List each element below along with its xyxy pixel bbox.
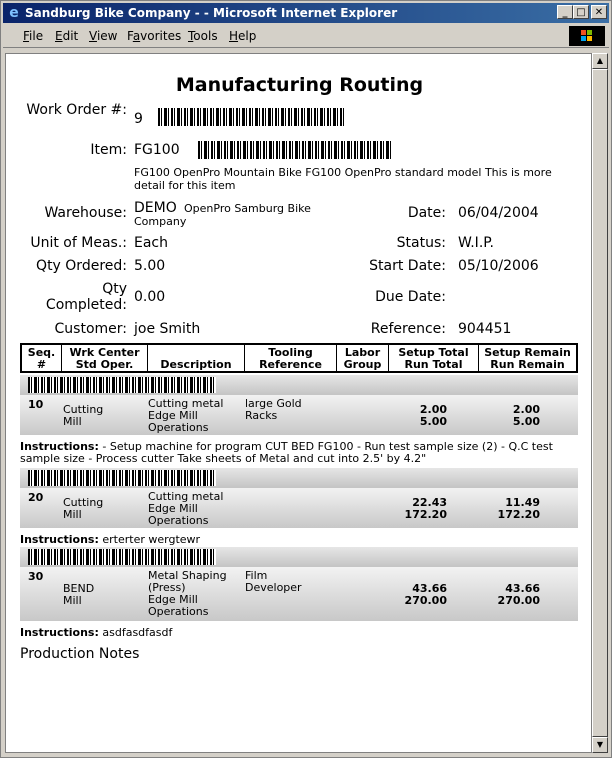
label-reference: Reference:: [370, 321, 446, 337]
op20-desc-3: Operations: [148, 514, 209, 527]
work-order-barcode: [158, 108, 346, 126]
close-button[interactable]: ✕: [591, 5, 607, 19]
item-barcode: [198, 141, 392, 159]
table-row: [20, 395, 578, 435]
menu-edit[interactable]: Edit: [55, 29, 79, 43]
op30-desc-3: Edge Mill: [148, 593, 198, 606]
col-wrk-center: Wrk Center Std Oper.: [62, 345, 148, 371]
op20-run-total: 172.20: [404, 508, 447, 521]
op10-setup-total: 2.00: [419, 403, 447, 416]
scroll-thumb[interactable]: [592, 69, 608, 737]
table-row: [20, 567, 578, 621]
label-work-order: Work Order #:: [26, 102, 127, 118]
scroll-down-arrow-icon[interactable]: ▼: [592, 737, 608, 753]
op20-seq: 20: [28, 491, 44, 504]
label-warehouse: Warehouse:: [44, 205, 127, 221]
col-seq: Seq. #: [22, 345, 62, 371]
vertical-scrollbar[interactable]: [592, 53, 608, 753]
op30-run-remain: 270.00: [497, 594, 540, 607]
op20-desc-1: Cutting metal: [148, 490, 224, 503]
window-title: Sandburg Bike Company - - Microsoft Internet Explorer: [25, 6, 398, 20]
op30-wrk-center: BEND: [63, 582, 95, 595]
value-warehouse-name: OpenPro Samburg Bike Company: [134, 202, 311, 228]
label-qty-ordered: Qty Ordered:: [36, 258, 127, 274]
op30-run-total: 270.00: [404, 594, 447, 607]
title-bar: [3, 3, 609, 23]
op20-setup-remain: 11.49: [505, 496, 540, 509]
op10-desc-3: Operations: [148, 421, 209, 434]
value-customer: joe Smith: [134, 321, 201, 337]
value-date: 06/04/2004: [458, 205, 539, 221]
op20-instructions: Instructions: erterter wergtewr: [20, 533, 201, 546]
label-due-date: Due Date:: [375, 289, 446, 305]
col-labor-group: Labor Group: [337, 345, 389, 371]
label-item: Item:: [90, 142, 127, 158]
menu-help[interactable]: Help: [229, 29, 257, 43]
value-uom: Each: [134, 235, 168, 251]
col-tooling: Tooling Reference: [245, 345, 337, 371]
label-status: Status:: [396, 235, 446, 251]
menu-tools[interactable]: Tools: [188, 29, 218, 43]
menu-bar: [3, 25, 609, 48]
op30-seq: 30: [28, 570, 44, 583]
op30-setup-total: 43.66: [412, 582, 447, 595]
table-row: [20, 488, 578, 528]
ie-icon: e: [9, 5, 19, 21]
item-description: FG100 OpenPro Mountain Bike FG100 OpenPro standard model This is more detail for this item: [134, 166, 552, 192]
minimize-button[interactable]: _: [557, 5, 573, 19]
op10-seq: 10: [28, 398, 44, 411]
label-start-date: Start Date:: [369, 258, 446, 274]
op30-desc-2: (Press): [148, 581, 186, 594]
op20-wrk-center: Cutting: [63, 496, 104, 509]
op30-desc-1: Metal Shaping: [148, 569, 227, 582]
value-qty-ordered: 5.00: [134, 258, 166, 274]
label-customer: Customer:: [54, 321, 127, 337]
op20-run-remain: 172.20: [497, 508, 540, 521]
value-status: W.I.P.: [458, 235, 494, 251]
col-setup-remain: Setup Remain Run Remain: [484, 346, 571, 371]
op30-desc-4: Operations: [148, 605, 209, 618]
op10-desc-2: Edge Mill: [148, 409, 198, 422]
op30-std-oper: Mill: [63, 594, 82, 607]
op30-tool-1: Film: [245, 569, 268, 582]
op30-barcode: [28, 549, 216, 565]
page-title: Manufacturing Routing: [175, 74, 424, 96]
label-date: Date:: [407, 205, 446, 221]
op20-std-oper: Mill: [63, 508, 82, 521]
scroll-up-arrow-icon[interactable]: ▲: [592, 53, 608, 69]
menu-favorites[interactable]: Favorites: [127, 29, 182, 43]
op10-tool-1: large Gold: [245, 397, 302, 410]
op30-barcode-band: [20, 547, 578, 567]
value-warehouse-code: DEMO: [134, 200, 177, 216]
col-description: Description: [148, 345, 245, 371]
page-viewport: [5, 53, 592, 753]
op10-run-total: 5.00: [419, 415, 447, 428]
op10-setup-remain: 2.00: [512, 403, 540, 416]
windows-logo-icon: [569, 26, 605, 46]
production-notes-heading: Production Notes: [20, 646, 140, 662]
op10-run-remain: 5.00: [512, 415, 540, 428]
value-work-order: 9: [134, 111, 143, 127]
op10-tool-2: Racks: [245, 409, 278, 422]
op30-setup-remain: 43.66: [505, 582, 540, 595]
op10-instructions: Instructions: - Setup machine for program CUT BED FG100 - Run test sample size (2) - Q.C test sample size - Process cutter Take sheets of Metal and cut into 2.5' by 4.2": [20, 440, 553, 465]
label-uom: Unit of Meas.:: [30, 235, 127, 251]
op20-barcode: [28, 470, 216, 486]
routing-table-header: [20, 343, 578, 373]
op10-std-oper: Mill: [63, 415, 82, 428]
value-start-date: 05/10/2006: [458, 258, 539, 274]
op20-desc-2: Edge Mill: [148, 502, 198, 515]
op10-desc-1: Cutting metal: [148, 397, 224, 410]
op10-wrk-center: Cutting: [63, 403, 104, 416]
menu-view[interactable]: View: [89, 29, 118, 43]
op10-barcode: [28, 377, 216, 393]
col-setup-total: Setup Total Run Total: [389, 345, 479, 371]
label-qty-completed: Qty Completed:: [45, 281, 127, 313]
op10-barcode-band: [20, 375, 578, 395]
op20-setup-total: 22.43: [412, 496, 447, 509]
value-item: FG100: [134, 142, 180, 158]
op20-barcode-band: [20, 468, 578, 488]
op30-instructions: Instructions: asdfasdfasdf: [20, 626, 173, 639]
menu-file[interactable]: File: [23, 29, 44, 43]
op30-tool-2: Developer: [245, 581, 302, 594]
value-qty-completed: 0.00: [134, 289, 166, 305]
value-reference: 904451: [458, 321, 512, 337]
maximize-button[interactable]: □: [573, 5, 589, 19]
